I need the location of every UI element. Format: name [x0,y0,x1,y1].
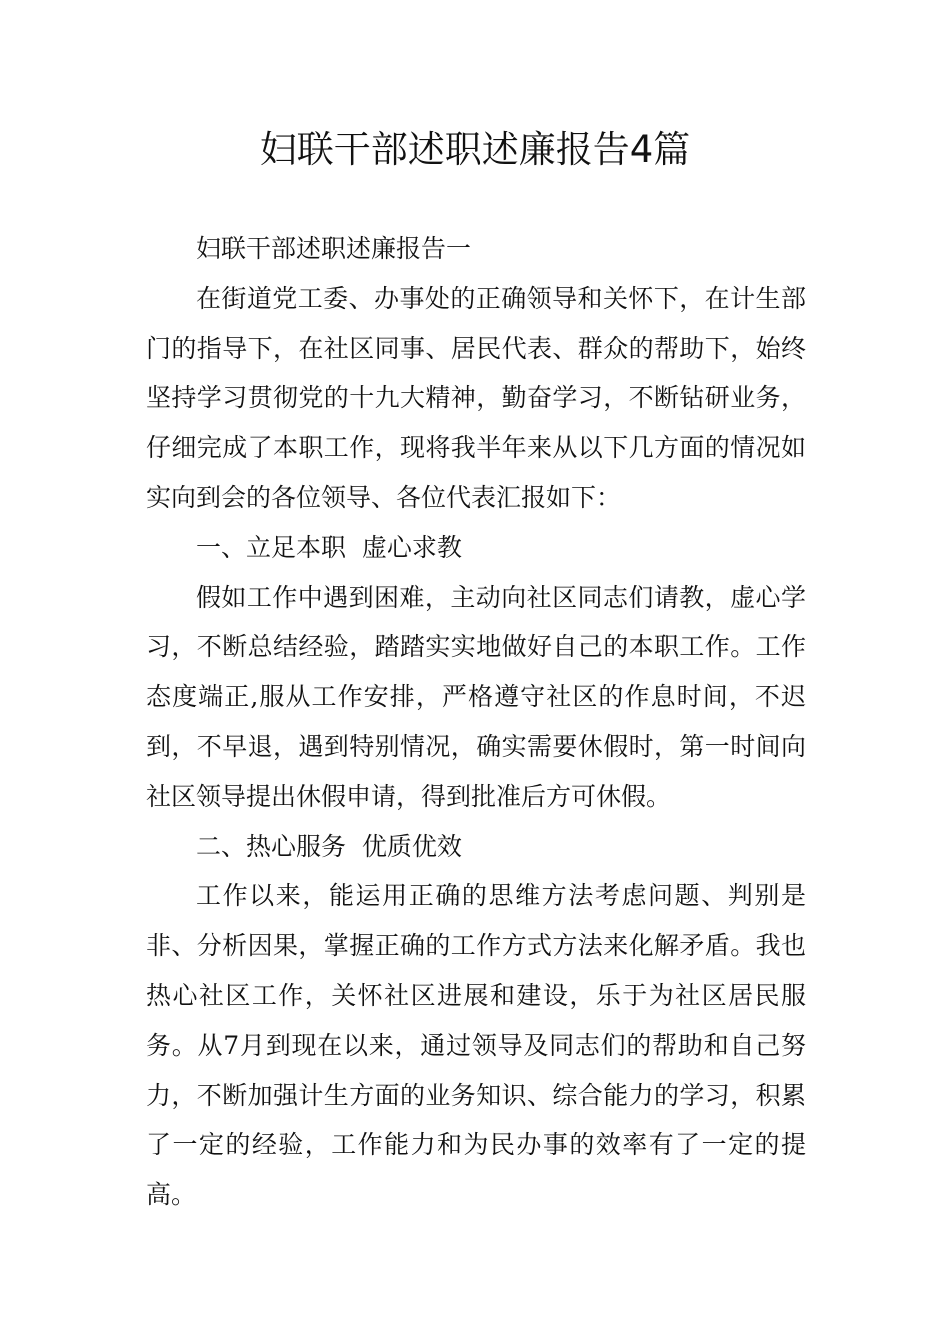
paragraph-section-one: 假如工作中遇到困难，主动向社区同志们请教，虚心学习，不断总结经验，踏踏实实地做好自己的本职工作。工作态度端正,服从工作安排，严格遵守社区的作息时间，不迟到，不早退，遇到特别情况，确实需要休假时，第一时间向社区领导提出休假申请，得到批准后方可休假。 [146,582,806,811]
section-heading-one: 一、立足本职 虚心求教 [196,532,462,562]
document-title: 妇联干部述职述廉报告4篇 [259,128,691,171]
paragraph-intro: 在街道党工委、办事处的正确领导和关怀下，在计生部门的指导下，在社区同事、居民代表、群众的帮助下，始终坚持学习贯彻党的十九大精神，勤奋学习，不断钻研业务，仔细完成了本职工作，现将我半年来从以下几方面的情况如实向到会的各位领导、各位代表汇报如下： [146,283,806,512]
document-body [146,224,806,1220]
section-heading-two: 二、热心服务 优质优效 [196,831,462,861]
section-heading-report-one: 妇联干部述职述廉报告一 [196,234,472,263]
paragraph-section-two: 工作以来，能运用正确的思维方法考虑问题、判别是非、分析因果，掌握正确的工作方式方法来化解矛盾。我也热心社区工作，关怀社区进展和建设，乐于为社区居民服务。从7月到现在以来，通过领导及同志们的帮助和自己努力，不断加强计生方面的业务知识、综合能力的学习，积累了一定的经验，工作能力和为民办事的效率有了一定的提高。 [146,881,806,1210]
